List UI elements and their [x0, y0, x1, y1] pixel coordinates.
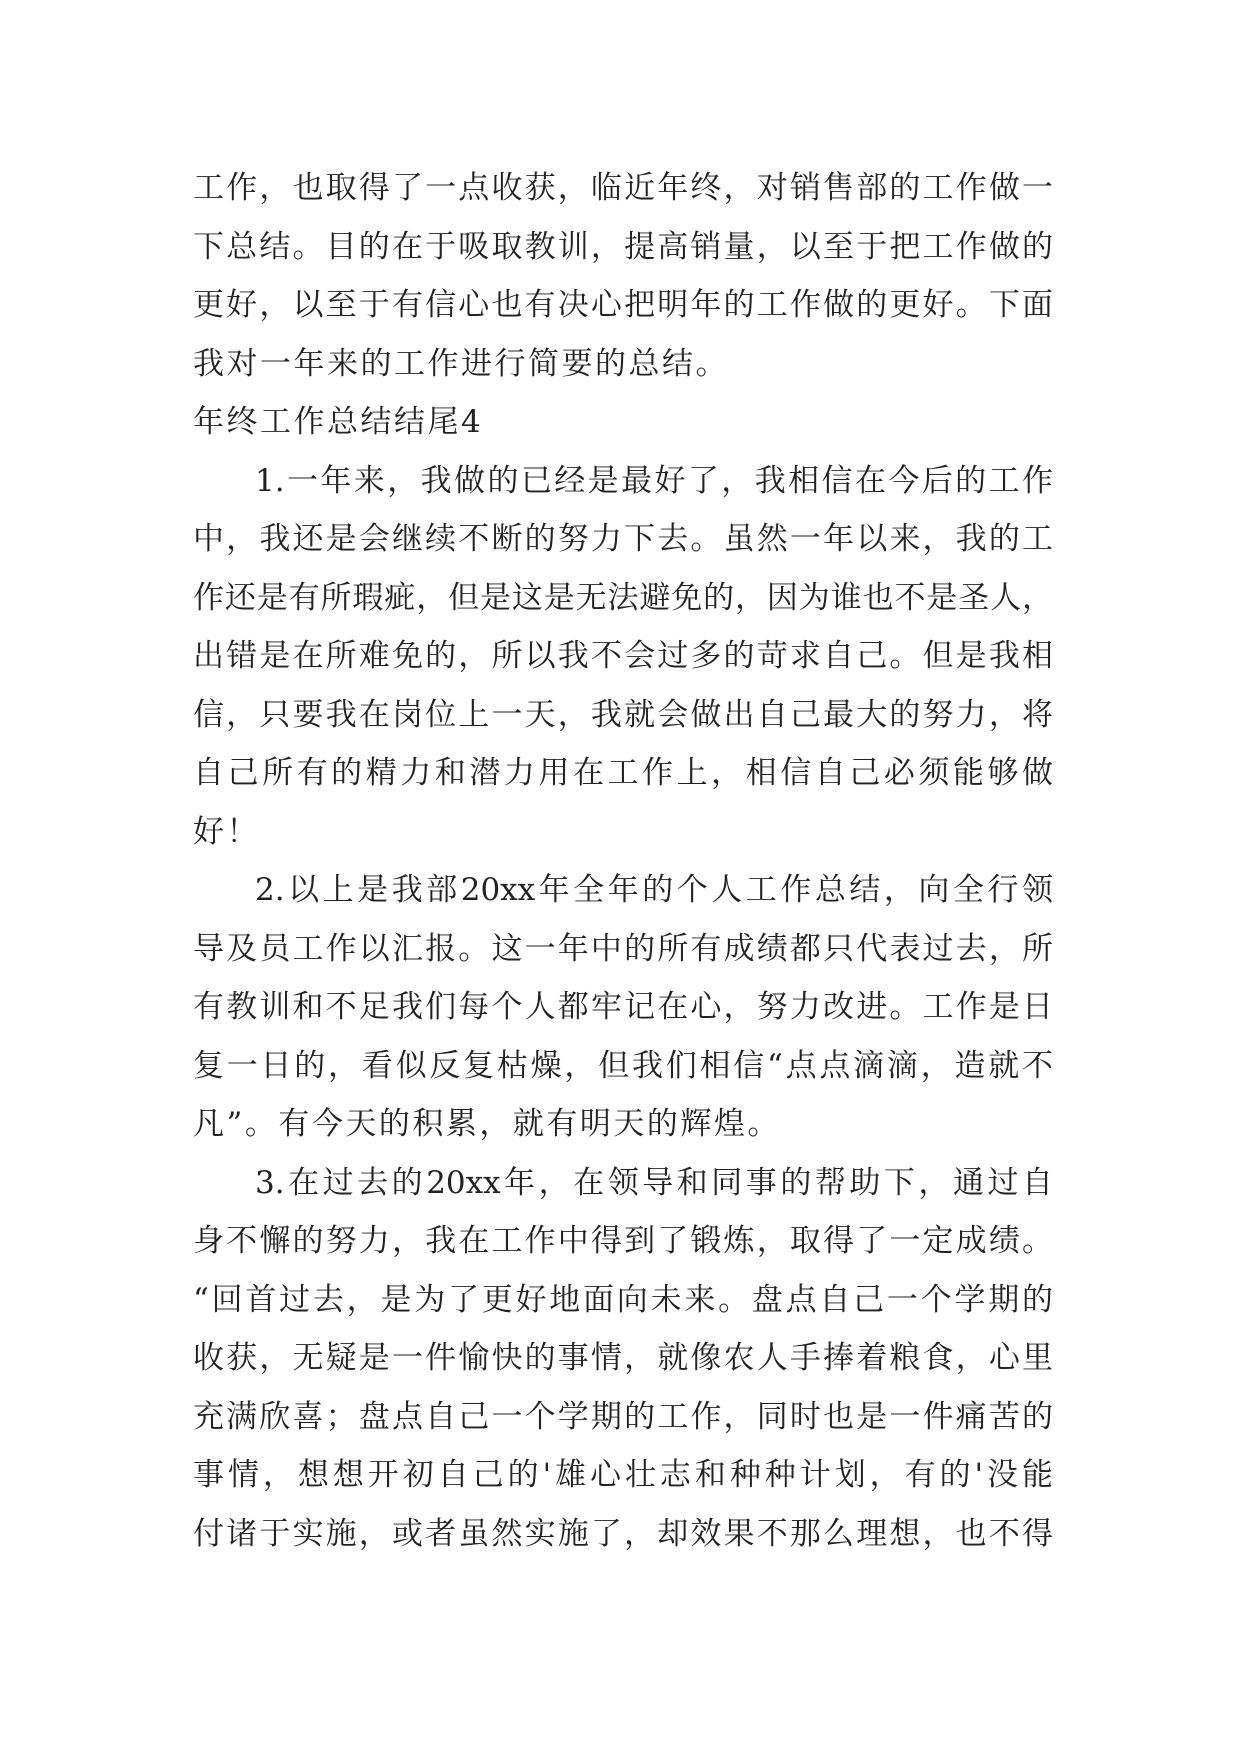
text-line: 作还是有所瑕疵，但是这是无法避免的，因为谁也不是圣人， — [193, 579, 1053, 616]
text-line: 收获，无疑是一件愉快的事情，就像农人手捧着粮食，心里 — [193, 1340, 1053, 1376]
text-line: 中，我还是会继续不断的努力下去。虽然一年以来，我的工 — [193, 521, 1053, 557]
text-line: 自己所有的精力和潜力用在工作上，相信自己必须能够做 — [193, 755, 1053, 791]
text-line: 复一日的，看似反复枯燥，但我们相信“点点滴滴，造就不 — [193, 1047, 1053, 1084]
document-body — [193, 159, 1053, 1563]
text-line: 出错是在所难免的，所以我不会过多的苛求自己。但是我相 — [193, 638, 1053, 674]
text-line: 信，只要我在岗位上一天，我就会做出自己最大的努力，将 — [193, 696, 1053, 733]
text-line: 我对一年来的工作进行简要的总结。 — [193, 345, 729, 382]
text-line: 3.在过去的20xx年，在领导和同事的帮助下，通过自 — [255, 1164, 1053, 1201]
text-line: 导及员工作以汇报。这一年中的所有成绩都只代表过去，所 — [193, 930, 1053, 967]
section-heading: 年终工作总结结尾4 — [193, 404, 484, 440]
text-line: 工作，也取得了一点收获，临近年终，对销售部的工作做一 — [193, 170, 1053, 206]
text-line: 1.一年来，我做的已经是最好了，我相信在今后的工作 — [255, 462, 1053, 499]
text-line: 好！ — [193, 813, 260, 850]
text-line: “回首过去，是为了更好地面向未来。盘点自己一个学期的 — [193, 1281, 1053, 1318]
text-line: 身不懈的努力，我在工作中得到了锻炼，取得了一定成绩。 — [193, 1223, 1053, 1259]
text-line: 凡”。有今天的积累，就有明天的辉煌。 — [193, 1106, 781, 1142]
text-line: 充满欣喜；盘点自己一个学期的工作，同时也是一件痛苦的 — [193, 1398, 1053, 1435]
text-line: 付诸于实施，或者虽然实施了，却效果不那么理想，也不得 — [193, 1515, 1053, 1552]
text-line: 2.以上是我部20xx年全年的个人工作总结，向全行领 — [255, 872, 1053, 908]
text-line: 事情，想想开初自己的'雄心壮志和种种计划，有的'没能 — [193, 1457, 1053, 1493]
text-line: 有教训和不足我们每个人都牢记在心，努力改进。工作是日 — [193, 989, 1053, 1025]
text-line: 更好，以至于有信心也有决心把明年的工作做的更好。下面 — [193, 287, 1053, 323]
text-line: 下总结。目的在于吸取教训，提高销量，以至于把工作做的 — [193, 228, 1053, 265]
